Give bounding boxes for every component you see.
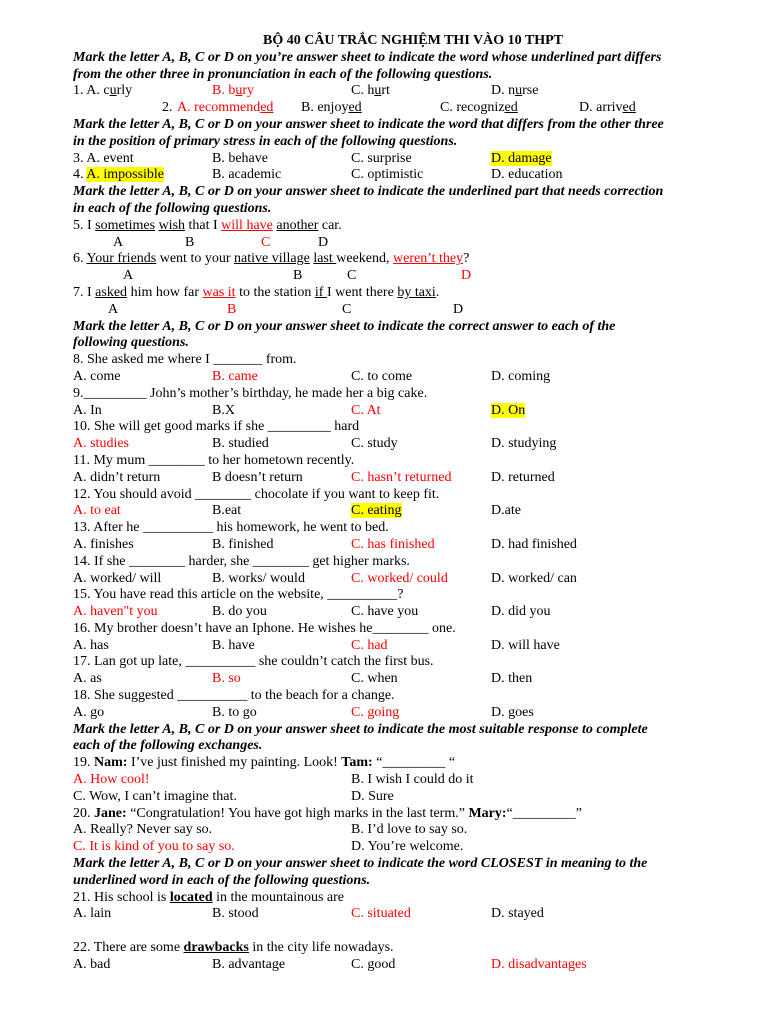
q19-options-row2: [73, 789, 733, 806]
q8-options: [73, 369, 733, 386]
q4-option-b[interactable]: B. academic: [212, 167, 282, 183]
q3-option-b[interactable]: B. behave: [212, 150, 268, 166]
q15-option-b[interactable]: B. do you: [212, 604, 267, 620]
q13-option-b[interactable]: B. finished: [212, 536, 274, 552]
q5-part-c[interactable]: will have: [221, 217, 273, 233]
q11-option-b[interactable]: B doesn’t return: [212, 469, 303, 485]
q11-option-a[interactable]: A. didn’t return: [73, 469, 161, 485]
q1-option-c[interactable]: C. hurt: [351, 83, 390, 99]
q5-letter-a: A: [113, 234, 124, 250]
q17-option-c[interactable]: C. when: [351, 671, 398, 687]
q5-letter-c: C: [261, 234, 271, 250]
q11-options: [73, 470, 733, 487]
q17-option-a[interactable]: A. as: [73, 671, 102, 687]
q20-option-c[interactable]: C. It is kind of you to say so.: [73, 839, 235, 855]
q21-option-d[interactable]: D. stayed: [491, 906, 544, 922]
q22-option-d[interactable]: D. disadvantages: [491, 956, 587, 972]
q2-number: 2.: [162, 100, 173, 116]
q14-stem: 14. If she ________ harder, she ________ get higher marks.: [73, 553, 410, 569]
q8-option-b[interactable]: B. came: [212, 368, 258, 384]
q20-option-a[interactable]: A. Really? Never say so.: [73, 822, 213, 838]
q8-option-a[interactable]: A. come: [73, 368, 121, 384]
q7-part-c[interactable]: if: [314, 284, 327, 300]
q20-stem: 20. Jane: “Congratulation! You have got high marks in the last term.” Mary:“_________”: [73, 805, 582, 821]
q3-option-c[interactable]: C. surprise: [351, 150, 412, 166]
instruction-closest-line1: Mark the letter A, B, C or D on your answer sheet to indicate the word CLOSEST in meaning to the: [73, 856, 648, 872]
q22-options: [73, 957, 733, 974]
q4-option-a[interactable]: A. impossible: [86, 167, 165, 183]
q8-option-c[interactable]: C. to come: [351, 368, 413, 384]
q16-option-d[interactable]: D. will have: [491, 637, 560, 653]
q13-stem: 13. After he __________ his homework, he went to bed.: [73, 520, 389, 536]
q10-stem: 10. She will get good marks if she _________ hard: [73, 419, 360, 435]
q12-option-a[interactable]: A. to eat: [73, 503, 121, 519]
q12-option-d[interactable]: D.ate: [491, 503, 521, 519]
question-4: [73, 167, 733, 184]
q20-option-b[interactable]: B. I’d love to say so.: [351, 822, 468, 838]
q7-part-b[interactable]: was it: [202, 284, 236, 300]
q14-option-c[interactable]: C. worked/ could: [351, 570, 448, 586]
q19-option-b[interactable]: B. I wish I could do it: [351, 772, 474, 788]
q15-option-a[interactable]: A. haven"t you: [73, 604, 158, 620]
q16-option-c[interactable]: C. had: [351, 637, 388, 653]
q10-options: [73, 436, 733, 453]
q21-option-a[interactable]: A. lain: [73, 906, 112, 922]
q9-option-b[interactable]: B.X: [212, 402, 235, 418]
q11-option-c[interactable]: C. hasn’t returned: [351, 469, 452, 485]
instruction-error-line1: Mark the letter A, B, C or D on your answer sheet to indicate the underlined part that needs correction: [73, 184, 664, 200]
q5-letter-d: D: [318, 234, 329, 250]
q13-option-d[interactable]: D. had finished: [491, 536, 577, 552]
q15-option-d[interactable]: D. did you: [491, 604, 551, 620]
q7-letter-a: A: [108, 301, 119, 317]
q18-stem: 18. She suggested __________ to the beach for a change.: [73, 688, 395, 704]
q15-option-c[interactable]: C. have you: [351, 604, 419, 620]
q21-option-c[interactable]: C. situated: [351, 906, 411, 922]
q5-part-a[interactable]: sometimes: [95, 217, 156, 233]
q21-stem: 21. His school is located in the mountainous are: [73, 889, 345, 905]
worksheet-title: BỘ 40 CÂU TRẮC NGHIỆM THI VÀO 10 THPT: [262, 33, 563, 48]
q6-part-a[interactable]: Your friends: [86, 251, 157, 267]
q6-letter-c: C: [347, 268, 357, 284]
q10-option-a[interactable]: A. studies: [73, 436, 129, 452]
q21-option-b[interactable]: B. stood: [212, 906, 259, 922]
q9-option-c[interactable]: C. At: [351, 402, 381, 418]
q6-letter-a: A: [123, 268, 134, 284]
q6-part-c[interactable]: last: [313, 251, 337, 267]
question-7: 7. I asked him how far was it to the station if I went there by taxi.: [73, 284, 440, 300]
q1-option-d[interactable]: D. nurse: [491, 83, 539, 99]
q12-stem: 12. You should avoid ________ chocolate if you want to keep fit.: [73, 486, 440, 502]
q7-letter-d: D: [453, 301, 464, 317]
q17-option-b[interactable]: B. so: [212, 671, 241, 687]
question-6: 6. Your friends went to your native village last weekend, weren’t they?: [73, 251, 470, 267]
q7-letter-c: C: [342, 301, 352, 317]
q3-option-a[interactable]: 3. A. event: [73, 150, 134, 166]
q19-option-c[interactable]: C. Wow, I can’t imagine that.: [73, 788, 237, 804]
q16-stem: 16. My brother doesn’t have an Iphone. He wishes he________ one.: [73, 620, 456, 636]
q18-option-b[interactable]: B. to go: [212, 704, 257, 720]
q22-option-c[interactable]: C. good: [351, 956, 396, 972]
q16-option-b[interactable]: B. have: [212, 637, 255, 653]
q4-number: 4.: [73, 167, 87, 183]
q22-target-word: drawbacks: [183, 940, 249, 956]
q19-stem: 19. Nam: I’ve just finished my painting. Look! Tam: “_________ “: [73, 755, 456, 771]
instruction-pronunciation-line1: Mark the letter A, B, C or D on you’re answer sheet to indicate the word whose underlined part differs: [73, 49, 662, 65]
q2-option-a[interactable]: A. recommended: [177, 100, 274, 116]
q5-part-b[interactable]: wish: [158, 217, 186, 233]
q12-option-c[interactable]: C. eating: [351, 503, 402, 519]
q21-target-word: located: [169, 889, 213, 905]
spacer: [73, 923, 733, 940]
q14-option-d[interactable]: D. worked/ can: [491, 570, 577, 586]
q6-letter-d: D: [461, 268, 472, 284]
question-1: [73, 83, 733, 100]
q20-option-d[interactable]: D. You’re welcome.: [351, 839, 464, 855]
q9-option-a[interactable]: A. In: [73, 402, 102, 418]
q20-options-row1: [73, 822, 733, 839]
q11-stem: 11. My mum ________ to her hometown recently.: [73, 452, 355, 468]
q1-option-a[interactable]: 1. A. curly: [73, 83, 133, 99]
q5-letter-b: B: [185, 234, 195, 250]
q13-options: [73, 537, 733, 554]
q13-option-a[interactable]: A. finishes: [73, 536, 134, 552]
q22-stem: 22. There are some drawbacks in the city life nowadays.: [73, 940, 394, 956]
q7-part-d[interactable]: by taxi: [397, 284, 436, 300]
instruction-closest-line2: underlined word in each of the following questions.: [73, 872, 371, 888]
q7-part-a[interactable]: asked: [95, 284, 128, 300]
q8-stem: 8. She asked me where I _______ from.: [73, 352, 297, 368]
q5-part-d[interactable]: another: [276, 217, 319, 233]
instruction-correct-line1: Mark the letter A, B, C or D on your answer sheet to indicate the correct answer to each of the: [73, 318, 616, 334]
q14-option-b[interactable]: B. works/ would: [212, 570, 305, 586]
q18-options: [73, 705, 733, 722]
q17-option-d[interactable]: D. then: [491, 671, 533, 687]
q6-part-d[interactable]: weren’t they: [393, 251, 464, 267]
q9-stem: 9._________ John’s mother’s birthday, he made her a big cake.: [73, 385, 428, 401]
q17-stem: 17. Lan got up late, __________ she couldn’t catch the first bus.: [73, 654, 434, 670]
q9-options: [73, 403, 733, 420]
q22-option-b[interactable]: B. advantage: [212, 956, 286, 972]
q6-letters: [73, 268, 733, 285]
q20-options-row2: [73, 839, 733, 856]
q1-option-b[interactable]: B. bury: [212, 83, 255, 99]
q12-options: [73, 503, 733, 520]
q10-option-d[interactable]: D. studying: [491, 436, 557, 452]
q14-option-a[interactable]: A. worked/ will: [73, 570, 162, 586]
q19-options-row1: [73, 772, 733, 789]
q11-option-d[interactable]: D. returned: [491, 469, 555, 485]
q5-letters: [73, 235, 733, 252]
q4-option-d[interactable]: D. education: [491, 167, 563, 183]
question-5: 5. I sometimes wish that I will have another car.: [73, 217, 342, 233]
q18-option-c[interactable]: C. going: [351, 704, 400, 720]
q17-options: [73, 671, 733, 688]
q15-stem: 15. You have read this article on the website, __________?: [73, 587, 404, 603]
q22-option-a[interactable]: A. bad: [73, 956, 111, 972]
q10-option-c[interactable]: C. study: [351, 436, 398, 452]
instruction-correct-line2: following questions.: [73, 335, 189, 351]
q19-option-d[interactable]: D. Sure: [351, 788, 394, 804]
q10-option-b[interactable]: B. studied: [212, 436, 269, 452]
instruction-stress-line2: in the position of primary stress in each of the following questions.: [73, 133, 458, 149]
q14-options: [73, 571, 733, 588]
q16-option-a[interactable]: A. has: [73, 637, 109, 653]
q19-option-a[interactable]: A. How cool!: [73, 772, 150, 788]
q12-option-b[interactable]: B.eat: [212, 503, 242, 519]
q21-options: [73, 906, 733, 923]
q18-option-d[interactable]: D. goes: [491, 704, 534, 720]
q7-letters: [73, 302, 733, 319]
question-2: [73, 100, 733, 117]
question-3: [73, 151, 733, 168]
worksheet: [73, 33, 733, 974]
instruction-stress-line1: Mark the letter A, B, C or D on your answer sheet to indicate the word that differs from the other three: [73, 116, 664, 132]
q8-option-d[interactable]: D. coming: [491, 368, 551, 384]
instruction-exchange-line2: each of the following exchanges.: [73, 738, 263, 754]
q6-letter-b: B: [293, 268, 303, 284]
instruction-pronunciation-line2: from the other three in pronunciation in each of the following questions.: [73, 66, 493, 82]
instruction-error-line2: in each of the following questions.: [73, 200, 272, 216]
q15-options: [73, 604, 733, 621]
q3-option-d[interactable]: D. damage: [491, 150, 552, 166]
q2-option-d[interactable]: D. arrived: [579, 100, 636, 116]
q16-options: [73, 638, 733, 655]
q4-option-c[interactable]: C. optimistic: [351, 167, 424, 183]
instruction-exchange-line1: Mark the letter A, B, C or D on your answer sheet to indicate the most suitable response to complete: [73, 721, 648, 737]
q2-option-c[interactable]: C. recognized: [440, 100, 518, 116]
q18-option-a[interactable]: A. go: [73, 704, 105, 720]
q7-letter-b: B: [227, 301, 237, 317]
q13-option-c[interactable]: C. has finished: [351, 536, 435, 552]
q9-option-d[interactable]: D. On: [491, 402, 526, 418]
q2-option-b[interactable]: B. enjoyed: [301, 100, 362, 116]
q6-part-b[interactable]: native village: [234, 251, 310, 267]
